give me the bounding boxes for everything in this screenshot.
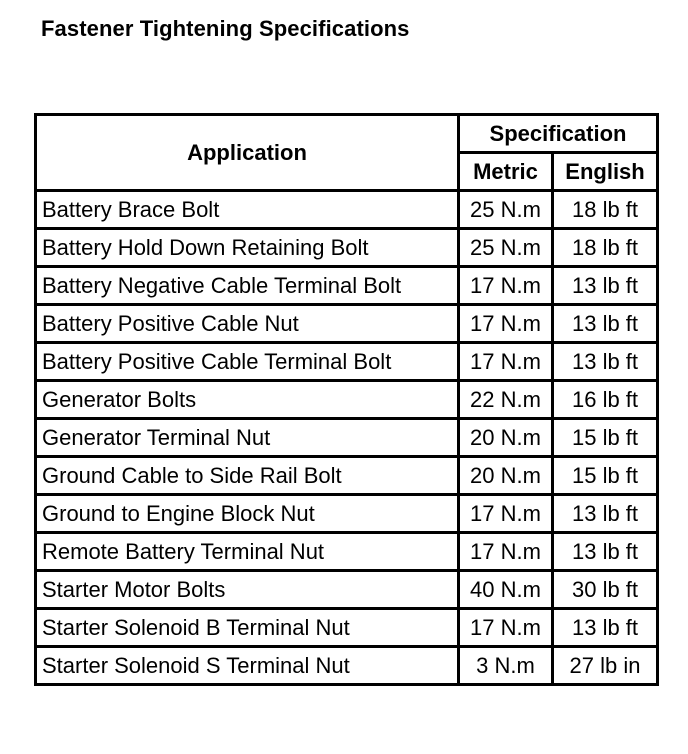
application-cell: Battery Hold Down Retaining Bolt <box>36 229 459 267</box>
application-cell: Battery Negative Cable Terminal Bolt <box>36 267 459 305</box>
application-cell: Generator Bolts <box>36 381 459 419</box>
column-header-english: English <box>553 153 658 191</box>
application-cell: Generator Terminal Nut <box>36 419 459 457</box>
header-row <box>36 115 658 153</box>
table-body <box>36 191 658 685</box>
metric-cell: 17 N.m <box>459 609 553 647</box>
application-cell: Starter Motor Bolts <box>36 571 459 609</box>
column-header-specification: Specification <box>459 115 658 153</box>
english-cell: 15 lb ft <box>553 419 658 457</box>
table-row <box>36 381 658 419</box>
application-cell: Battery Brace Bolt <box>36 191 459 229</box>
metric-cell: 17 N.m <box>459 305 553 343</box>
table-row <box>36 343 658 381</box>
metric-cell: 17 N.m <box>459 495 553 533</box>
table-row <box>36 191 658 229</box>
metric-cell: 17 N.m <box>459 343 553 381</box>
table-row <box>36 647 658 685</box>
table-row <box>36 609 658 647</box>
english-cell: 13 lb ft <box>553 533 658 571</box>
metric-cell: 22 N.m <box>459 381 553 419</box>
application-cell: Remote Battery Terminal Nut <box>36 533 459 571</box>
metric-cell: 17 N.m <box>459 533 553 571</box>
application-cell: Battery Positive Cable Nut <box>36 305 459 343</box>
table-row <box>36 229 658 267</box>
english-cell: 18 lb ft <box>553 229 658 267</box>
metric-cell: 25 N.m <box>459 229 553 267</box>
english-cell: 13 lb ft <box>553 267 658 305</box>
english-cell: 13 lb ft <box>553 343 658 381</box>
english-cell: 30 lb ft <box>553 571 658 609</box>
table-row <box>36 457 658 495</box>
metric-cell: 3 N.m <box>459 647 553 685</box>
page-title: Fastener Tightening Specifications <box>41 16 410 41</box>
application-cell: Battery Positive Cable Terminal Bolt <box>36 343 459 381</box>
metric-cell: 25 N.m <box>459 191 553 229</box>
english-cell: 15 lb ft <box>553 457 658 495</box>
fastener-spec-table <box>34 113 659 686</box>
metric-cell: 20 N.m <box>459 457 553 495</box>
english-cell: 13 lb ft <box>553 495 658 533</box>
application-cell: Starter Solenoid B Terminal Nut <box>36 609 459 647</box>
english-cell: 27 lb in <box>553 647 658 685</box>
table-row <box>36 533 658 571</box>
table-row <box>36 571 658 609</box>
application-cell: Ground to Engine Block Nut <box>36 495 459 533</box>
english-cell: 18 lb ft <box>553 191 658 229</box>
table-row <box>36 305 658 343</box>
metric-cell: 17 N.m <box>459 267 553 305</box>
column-header-metric: Metric <box>459 153 553 191</box>
english-cell: 13 lb ft <box>553 305 658 343</box>
english-cell: 16 lb ft <box>553 381 658 419</box>
metric-cell: 40 N.m <box>459 571 553 609</box>
application-cell: Starter Solenoid S Terminal Nut <box>36 647 459 685</box>
table-row <box>36 419 658 457</box>
table-row <box>36 267 658 305</box>
application-cell: Ground Cable to Side Rail Bolt <box>36 457 459 495</box>
column-header-application: Application <box>36 115 459 191</box>
english-cell: 13 lb ft <box>553 609 658 647</box>
metric-cell: 20 N.m <box>459 419 553 457</box>
table-row <box>36 495 658 533</box>
